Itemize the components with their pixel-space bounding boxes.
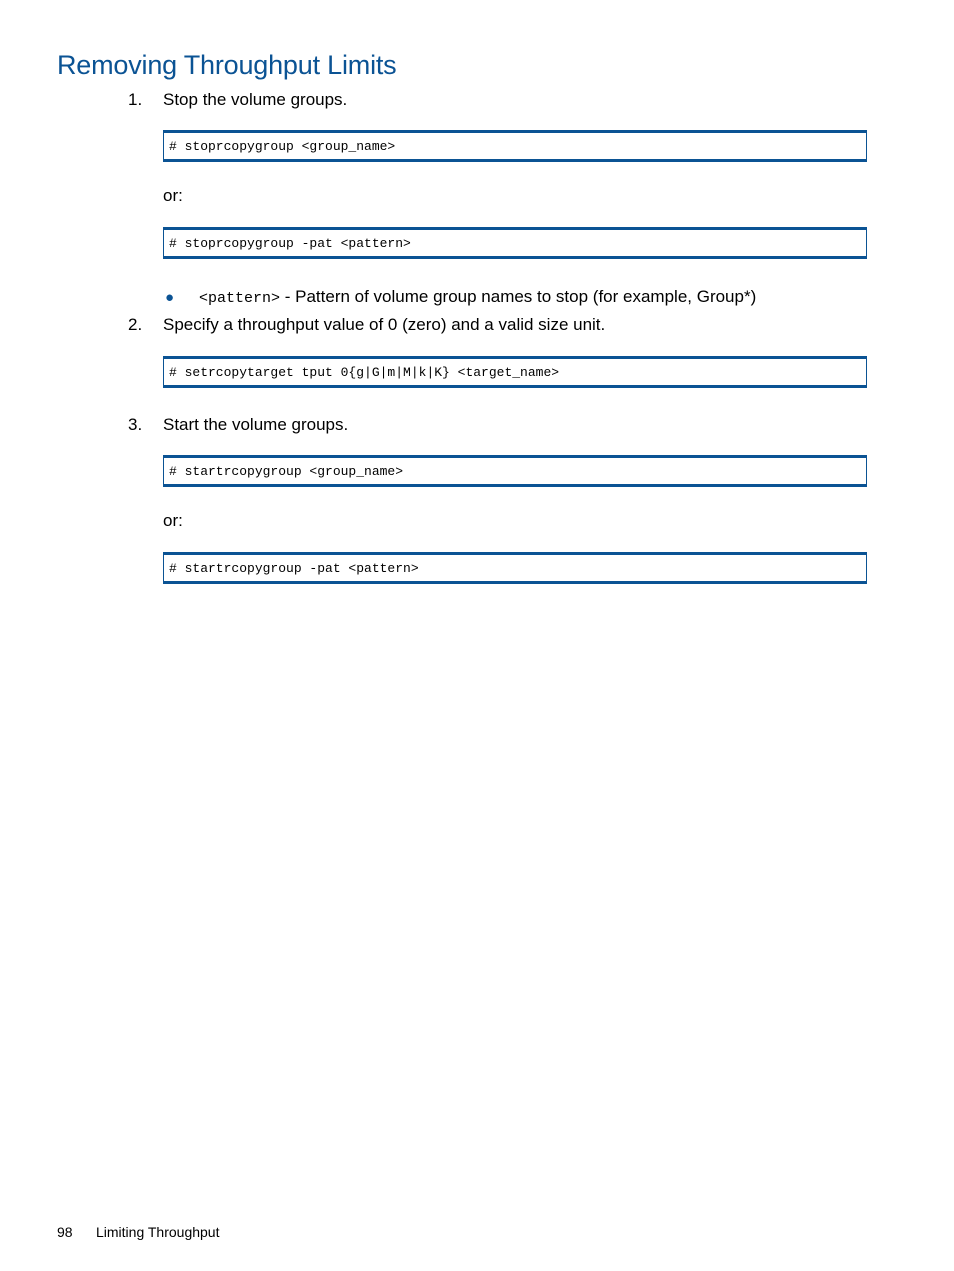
inline-code: <pattern> bbox=[199, 290, 281, 307]
code-block bbox=[163, 227, 867, 259]
code-block bbox=[163, 455, 867, 487]
step-text: Stop the volume groups. bbox=[163, 90, 348, 109]
code-text: # stoprcopygroup <group_name> bbox=[169, 139, 396, 154]
code-block bbox=[163, 552, 867, 584]
step-number: 3. bbox=[128, 415, 143, 434]
step-1 bbox=[128, 89, 347, 111]
footer-section-title: Limiting Throughput bbox=[96, 1224, 220, 1240]
step-text: Specify a throughput value of 0 (zero) and a valid size unit. bbox=[163, 315, 606, 334]
page-footer bbox=[57, 1223, 219, 1241]
code-text: # startrcopygroup -pat <pattern> bbox=[169, 561, 419, 576]
bullet-item bbox=[165, 286, 756, 310]
page-number: 98 bbox=[57, 1224, 73, 1240]
or-label: or: bbox=[163, 511, 183, 530]
bullet-dot-icon: ● bbox=[165, 289, 175, 306]
step-number: 1. bbox=[128, 90, 143, 109]
code-block bbox=[163, 130, 867, 162]
code-block bbox=[163, 356, 867, 388]
step-number: 2. bbox=[128, 315, 143, 334]
step-3 bbox=[128, 414, 348, 436]
code-text: # stoprcopygroup -pat <pattern> bbox=[169, 236, 411, 251]
step-text: Start the volume groups. bbox=[163, 415, 349, 434]
code-text: # startrcopygroup <group_name> bbox=[169, 464, 404, 479]
step-2 bbox=[128, 314, 605, 336]
code-text: # setrcopytarget tput 0{g|G|m|M|k|K} <target_name> bbox=[169, 365, 560, 380]
bullet-text: - Pattern of volume group names to stop (for example, Group*) bbox=[280, 287, 757, 306]
page-title: Removing Throughput Limits bbox=[57, 50, 397, 80]
or-label: or: bbox=[163, 186, 183, 205]
